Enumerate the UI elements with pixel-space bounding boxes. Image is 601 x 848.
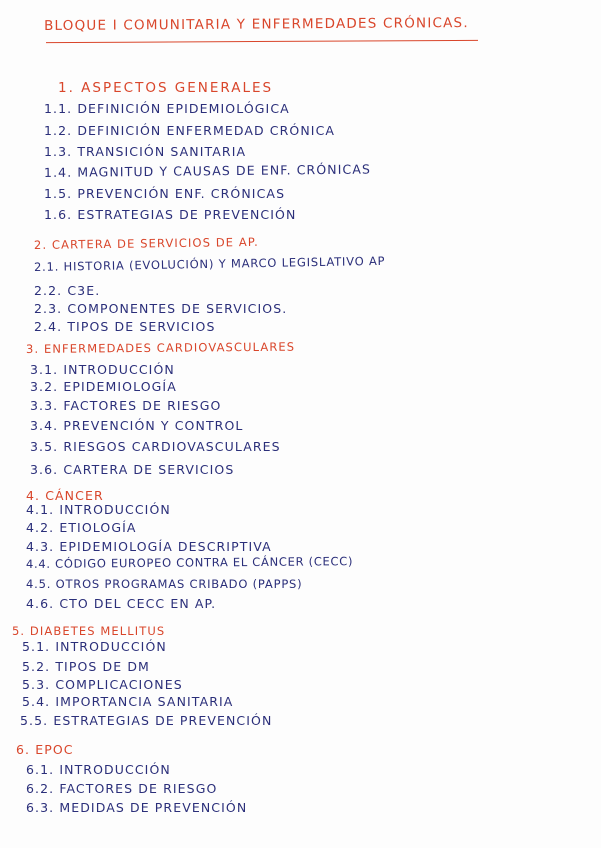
list-item: 4.6. CTO DEL CECC EN AP.: [26, 596, 217, 611]
list-item: 5.4. IMPORTANCIA SANITARIA: [22, 694, 234, 709]
list-item: 3.3. FACTORES DE RIESGO: [30, 398, 222, 413]
title-underline: [46, 40, 478, 43]
list-item: 3.2. EPIDEMIOLOGÍA: [30, 379, 177, 394]
section-heading: 3. ENFERMEDADES CARDIOVASCULARES: [25, 339, 296, 356]
list-item: 4.3. EPIDEMIOLOGÍA DESCRIPTIVA: [26, 539, 272, 554]
page-title: BLOQUE I COMUNITARIA Y ENFERMEDADES CRÓNICAS.: [44, 15, 469, 34]
list-item: 3.4. PREVENCIÓN Y CONTROL: [30, 418, 244, 433]
list-item: 6.1. INTRODUCCIÓN: [26, 762, 171, 777]
list-item: 3.6. CARTERA DE SERVICIOS: [30, 462, 235, 477]
list-item: 6.2. FACTORES DE RIESGO: [26, 781, 218, 796]
section-heading: 1. ASPECTOS GENERALES: [58, 80, 274, 96]
list-item: 5.1. INTRODUCCIÓN: [22, 639, 167, 654]
list-item: 2.4. TIPOS DE SERVICIOS: [34, 319, 216, 334]
list-item: 3.1. INTRODUCCIÓN: [30, 362, 175, 377]
list-item: 1.5. PREVENCIÓN ENF. CRÓNICAS: [44, 186, 286, 201]
list-item: 1.6. ESTRATEGIAS DE PREVENCIÓN: [44, 207, 297, 222]
list-item: 1.4. MAGNITUD Y CAUSAS DE ENF. CRÓNICAS: [43, 161, 372, 180]
list-item: 5.3. COMPLICACIONES: [22, 677, 183, 692]
list-item: 6.3. MEDIDAS DE PREVENCIÓN: [26, 800, 248, 815]
list-item: 5.2. TIPOS DE DM: [22, 659, 150, 674]
list-item: 2.2. C3E.: [34, 283, 101, 298]
list-item: 4.4. CÓDIGO EUROPEO CONTRA EL CÁNCER (CECC): [25, 554, 354, 571]
list-item: 4.5. OTROS PROGRAMAS CRIBADO (PAPPS): [26, 577, 303, 591]
list-item: 2.1. HISTORIA (EVOLUCIÓN) Y MARCO LEGISLATIVO AP: [33, 253, 386, 274]
section-heading: 4. CÁNCER: [26, 488, 104, 503]
list-item: 2.3. COMPONENTES DE SERVICIOS.: [34, 301, 288, 316]
list-item: 1.1. DEFINICIÓN EPIDEMIOLÓGICA: [44, 101, 290, 116]
list-item: 5.5. ESTRATEGIAS DE PREVENCIÓN: [20, 713, 273, 728]
section-heading: 2. CARTERA DE SERVICIOS DE AP.: [33, 234, 259, 252]
list-item: 1.3. TRANSICIÓN SANITARIA: [44, 144, 247, 159]
section-heading: 5. DIABETES MELLITUS: [12, 624, 166, 638]
list-item: 3.5. RIESGOS CARDIOVASCULARES: [30, 439, 281, 454]
list-item: 4.1. INTRODUCCIÓN: [26, 502, 171, 517]
section-heading: 6. EPOC: [16, 742, 74, 757]
list-item: 1.2. DEFINICIÓN ENFERMEDAD CRÓNICA: [44, 123, 336, 138]
list-item: 4.2. ETIOLOGÍA: [26, 520, 137, 535]
